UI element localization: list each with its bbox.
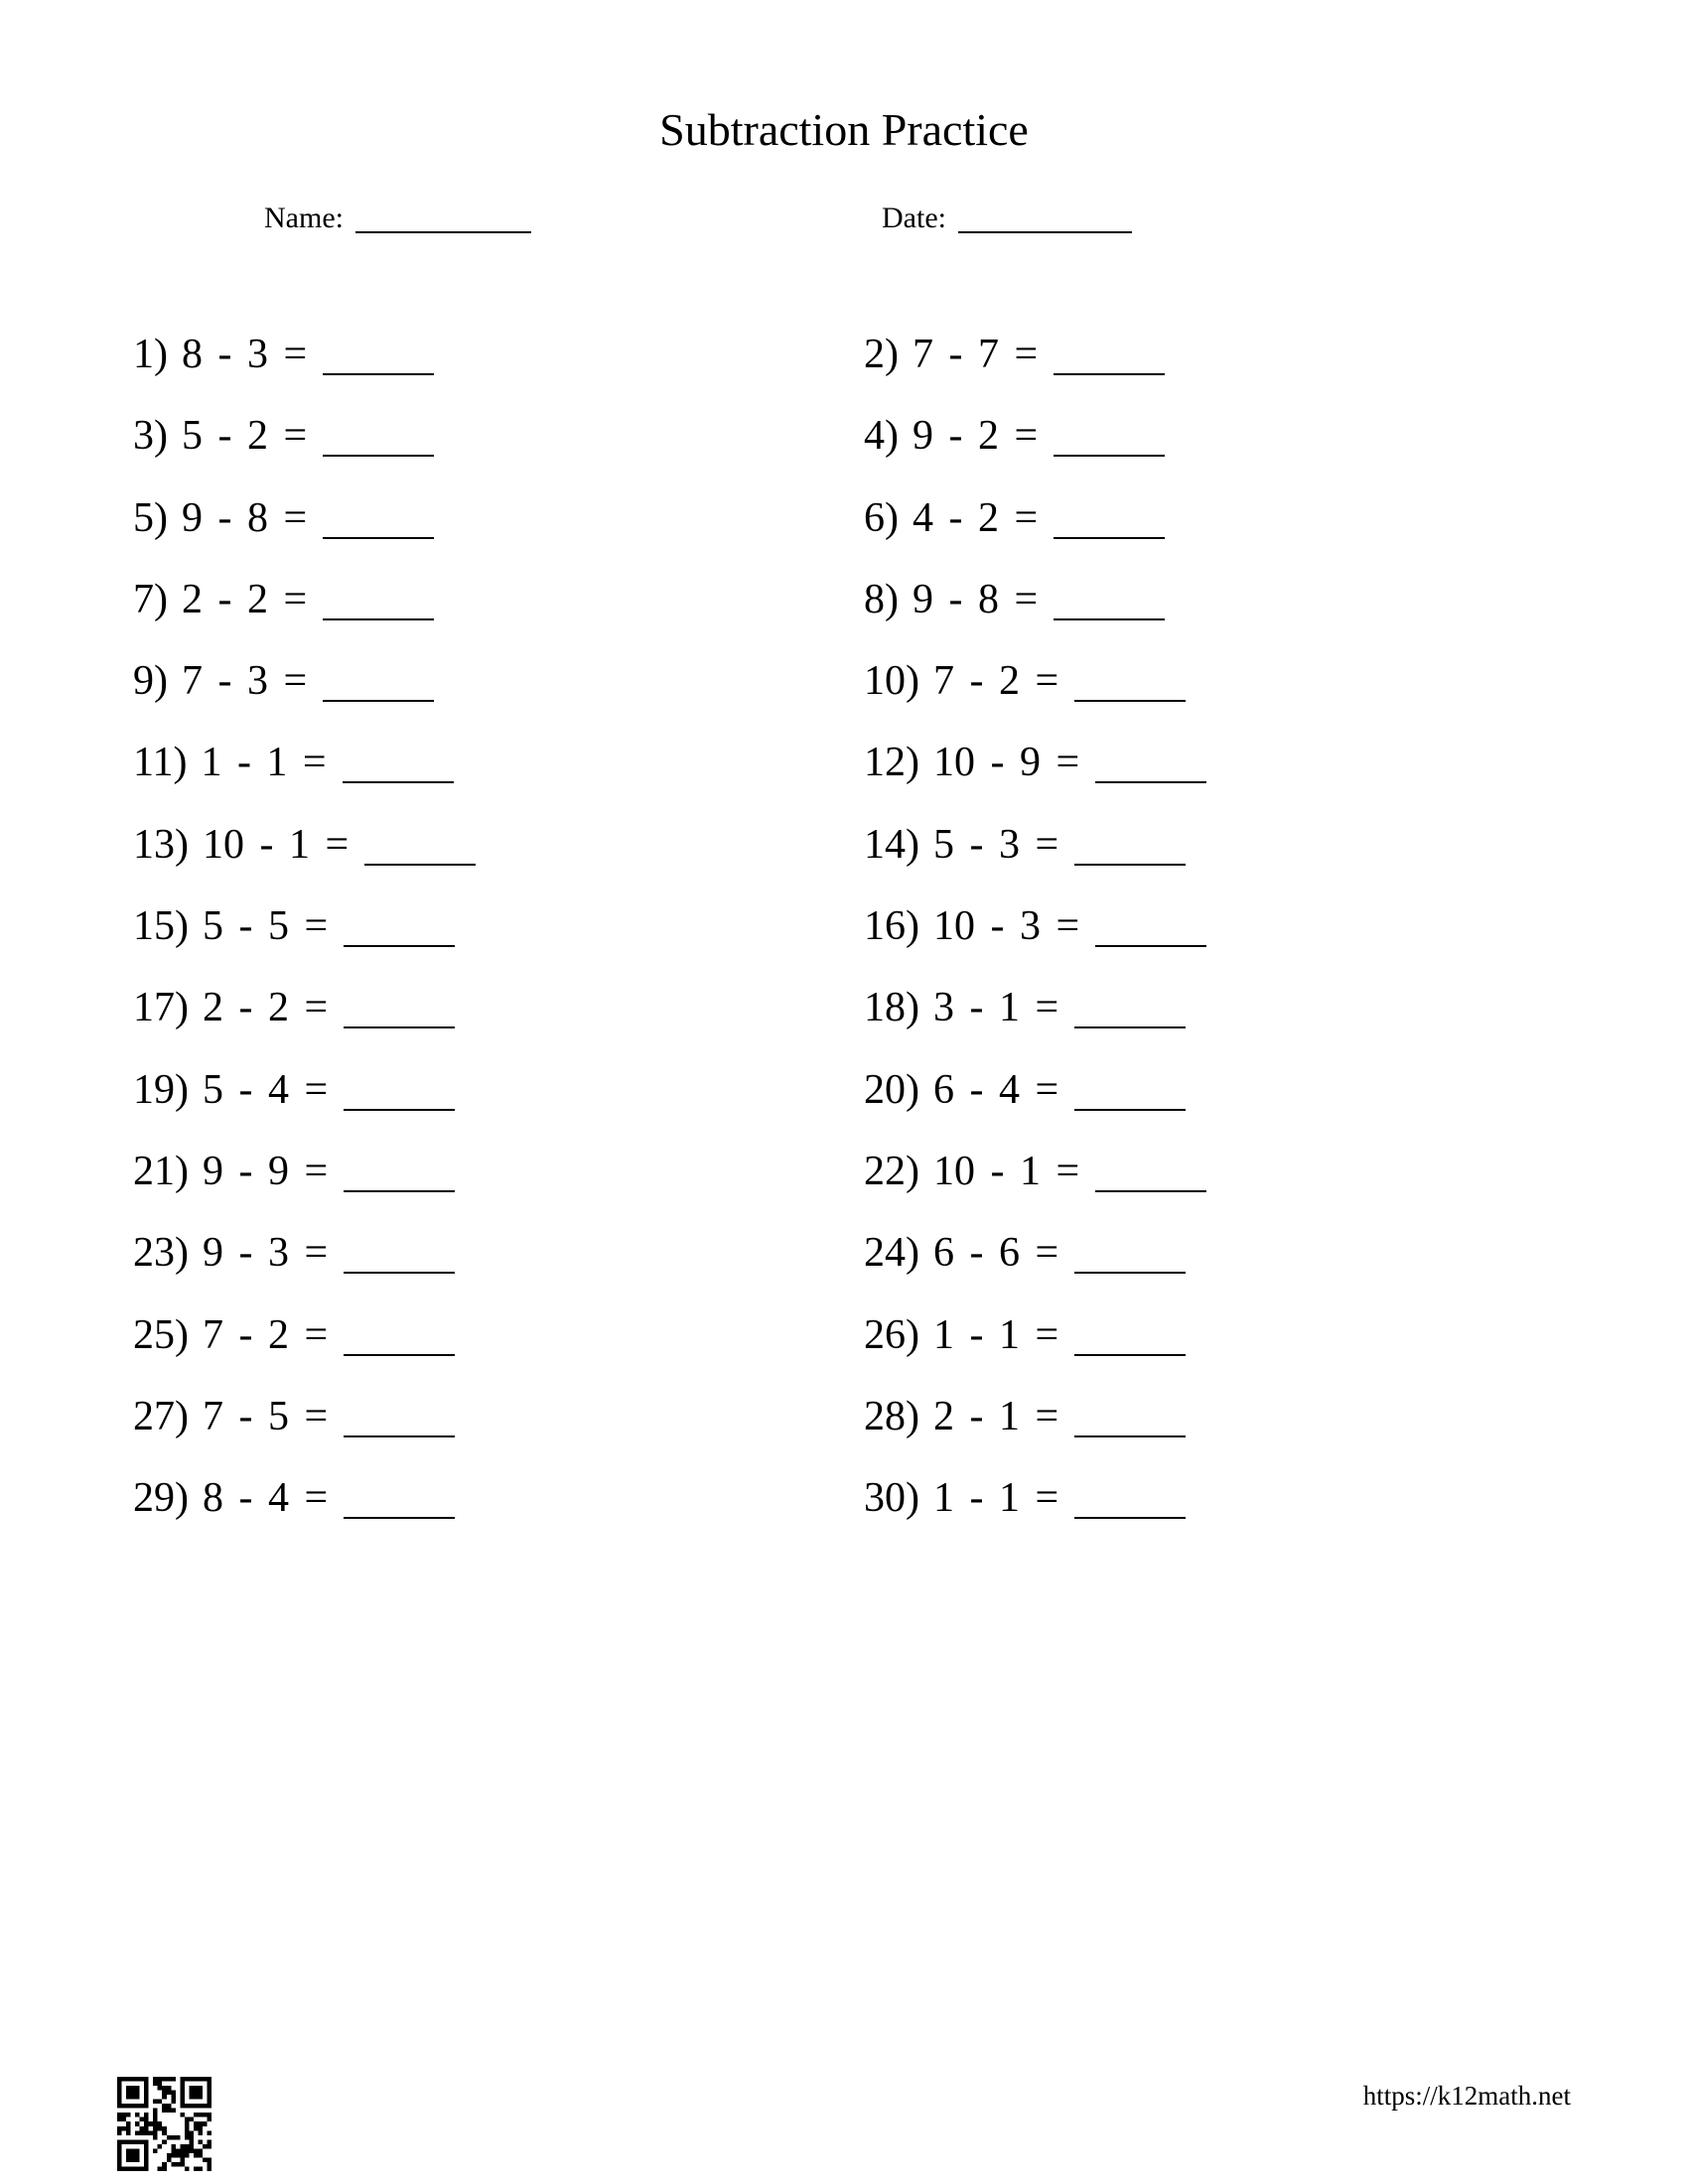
problem-expression: 7 - 3 = [182, 658, 308, 705]
problem-26 [864, 1311, 1595, 1396]
answer-blank [344, 937, 455, 947]
problem-expression: 10 - 9 = [933, 740, 1080, 786]
answer-blank [1074, 856, 1186, 866]
qr-code [117, 2077, 211, 2171]
date-field [882, 204, 1132, 233]
problem-number: 20) [864, 1066, 919, 1113]
problem-expression: 8 - 4 = [203, 1475, 329, 1522]
problem-expression: 7 - 7 = [913, 332, 1039, 377]
problem-expression: 10 - 1 = [933, 1148, 1080, 1194]
answer-blank [1074, 1101, 1186, 1111]
answer-blank [323, 447, 434, 457]
problem-3 [133, 415, 864, 496]
problem-expression: 6 - 4 = [933, 1066, 1059, 1113]
answer-blank [344, 1346, 455, 1356]
problem-number: 3) [133, 413, 168, 460]
problem-number: 23) [133, 1230, 189, 1277]
name-blank-line [355, 223, 531, 233]
problem-17 [133, 987, 864, 1068]
problem-number: 11) [133, 740, 188, 786]
answer-blank [364, 856, 476, 866]
page-title: Subtraction Practice [659, 104, 1029, 155]
problem-18 [864, 987, 1595, 1068]
problem-expression: 9 - 9 = [203, 1148, 329, 1194]
problem-24 [864, 1232, 1595, 1313]
problem-expression: 10 - 3 = [933, 903, 1080, 950]
answer-blank [1054, 529, 1165, 539]
problem-number: 22) [864, 1148, 919, 1194]
problem-13 [133, 821, 864, 905]
problem-number: 8) [864, 576, 899, 622]
problem-22 [864, 1148, 1595, 1232]
answer-blank [323, 365, 434, 375]
answer-blank [1095, 773, 1206, 783]
answer-blank [1054, 611, 1165, 620]
problem-number: 13) [133, 821, 189, 868]
problem-expression: 10 - 1 = [203, 821, 350, 868]
problem-number: 5) [133, 494, 168, 541]
problem-number: 12) [864, 740, 919, 786]
problem-28 [864, 1393, 1595, 1477]
problem-number: 18) [864, 985, 919, 1031]
answer-blank [1095, 1182, 1206, 1192]
problem-8 [864, 576, 1595, 660]
problem-7 [133, 576, 864, 660]
problem-5 [133, 494, 864, 579]
answer-blank [1074, 1019, 1186, 1028]
problem-expression: 6 - 6 = [933, 1230, 1059, 1277]
problem-29 [133, 1477, 864, 1559]
problem-number: 29) [133, 1475, 189, 1522]
problem-expression: 7 - 5 = [203, 1393, 329, 1439]
date-blank-line [958, 223, 1132, 233]
problem-25 [133, 1311, 864, 1396]
problem-14 [864, 821, 1595, 905]
answer-blank [1054, 447, 1165, 457]
answer-blank [1074, 1428, 1186, 1437]
answer-blank [344, 1428, 455, 1437]
problem-expression: 9 - 8 = [182, 494, 308, 541]
date-label: Date: [882, 202, 946, 234]
answer-blank [1074, 1509, 1186, 1519]
problem-10 [864, 660, 1595, 742]
problem-number: 30) [864, 1475, 919, 1522]
problem-number: 26) [864, 1311, 919, 1358]
problem-number: 7) [133, 576, 168, 622]
problem-20 [864, 1066, 1595, 1151]
answer-blank [1054, 365, 1165, 375]
problem-9 [133, 660, 864, 742]
problem-number: 15) [133, 903, 189, 950]
answer-blank [1074, 1264, 1186, 1274]
problem-number: 6) [864, 494, 899, 541]
problem-expression: 7 - 2 = [933, 658, 1059, 705]
problem-number: 27) [133, 1393, 189, 1439]
problems-grid [133, 334, 1595, 1559]
problem-expression: 9 - 2 = [913, 413, 1039, 460]
problem-number: 2) [864, 332, 899, 377]
answer-blank [344, 1101, 455, 1111]
problem-expression: 1 - 1 = [933, 1475, 1059, 1522]
answer-blank [1095, 937, 1206, 947]
problem-1 [133, 334, 864, 415]
problem-number: 14) [864, 821, 919, 868]
name-field [264, 204, 531, 233]
problem-number: 1) [133, 332, 168, 377]
problem-15 [133, 905, 864, 987]
problem-number: 21) [133, 1148, 189, 1194]
problem-19 [133, 1066, 864, 1151]
answer-blank [344, 1509, 455, 1519]
problem-expression: 5 - 3 = [933, 821, 1059, 868]
problem-23 [133, 1232, 864, 1313]
problem-number: 10) [864, 658, 919, 705]
answer-blank [323, 611, 434, 620]
answer-blank [344, 1182, 455, 1192]
problem-expression: 2 - 2 = [182, 576, 308, 622]
answer-blank [1074, 1346, 1186, 1356]
answer-blank [323, 692, 434, 702]
problem-expression: 5 - 4 = [203, 1066, 329, 1113]
problem-number: 17) [133, 985, 189, 1031]
problem-expression: 2 - 1 = [933, 1393, 1059, 1439]
problem-27 [133, 1393, 864, 1477]
problem-expression: 7 - 2 = [203, 1311, 329, 1358]
problem-11 [133, 742, 864, 823]
problem-number: 19) [133, 1066, 189, 1113]
problem-expression: 1 - 1 = [933, 1311, 1059, 1358]
answer-blank [1074, 692, 1186, 702]
problem-expression: 4 - 2 = [913, 494, 1039, 541]
problem-6 [864, 494, 1595, 579]
name-label: Name: [264, 202, 344, 234]
problem-number: 9) [133, 658, 168, 705]
answer-blank [343, 773, 454, 783]
problem-2 [864, 334, 1595, 415]
problem-expression: 1 - 1 = [201, 740, 327, 786]
problem-expression: 3 - 1 = [933, 985, 1059, 1031]
problem-expression: 9 - 3 = [203, 1230, 329, 1277]
answer-blank [323, 529, 434, 539]
answer-blank [344, 1019, 455, 1028]
problem-number: 4) [864, 413, 899, 460]
problem-number: 16) [864, 903, 919, 950]
problem-expression: 2 - 2 = [203, 985, 329, 1031]
problem-expression: 9 - 8 = [913, 576, 1039, 622]
problem-4 [864, 415, 1595, 496]
problem-expression: 5 - 5 = [203, 903, 329, 950]
problem-30 [864, 1477, 1595, 1559]
problem-16 [864, 905, 1595, 987]
problem-number: 25) [133, 1311, 189, 1358]
problem-12 [864, 742, 1595, 823]
problem-21 [133, 1148, 864, 1232]
problem-expression: 8 - 3 = [182, 332, 308, 377]
footer-url: https://k12math.net [1362, 2081, 1571, 2111]
problem-expression: 5 - 2 = [182, 413, 308, 460]
answer-blank [344, 1264, 455, 1274]
problem-number: 28) [864, 1393, 919, 1439]
problem-number: 24) [864, 1230, 919, 1277]
